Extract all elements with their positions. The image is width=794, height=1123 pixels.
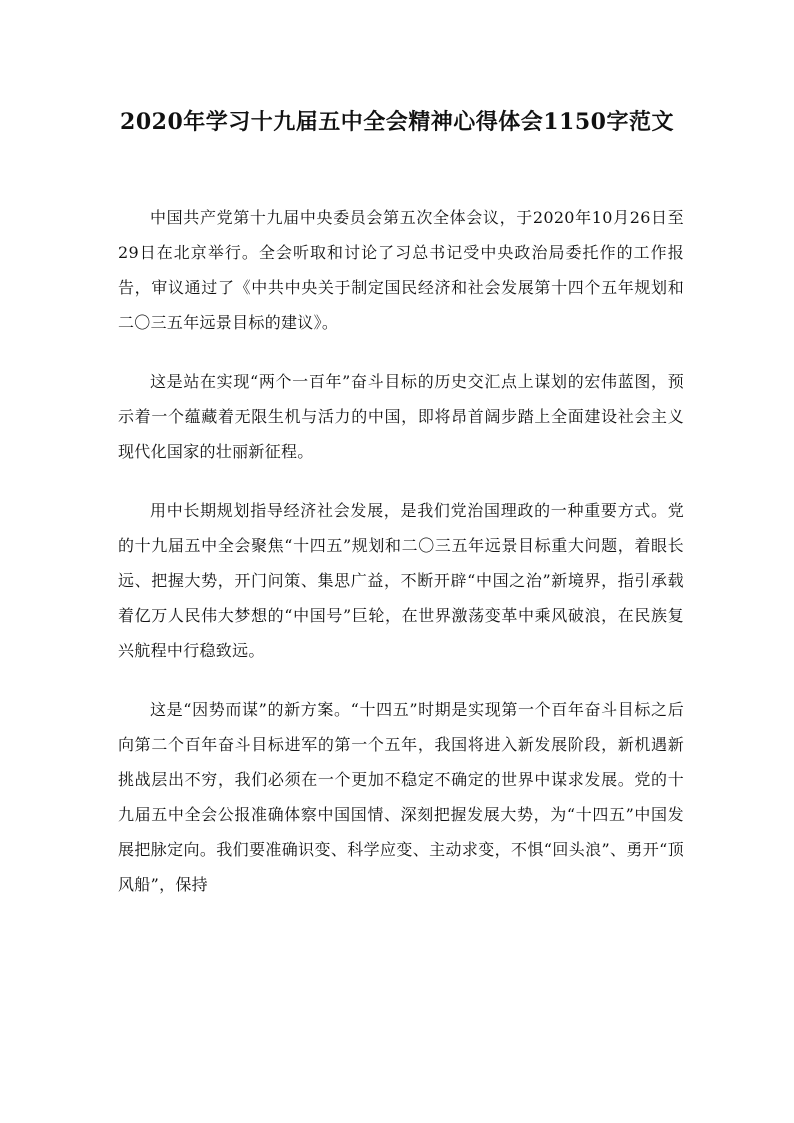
paragraph-2: 这是站在实现“两个一百年”奋斗目标的历史交汇点上谋划的宏伟蓝图，预示着一个蕴藏着无限生机与活力的中国，即将昂首阔步踏上全面建设社会主义现代化国家的壮丽新征程。 <box>118 372 684 461</box>
paragraph-4: 这是“因势而谋”的新方案。“十四五”时期是实现第一个百年奋斗目标之后向第二个百年奋斗目标进军的第一个五年，我国将进入新发展阶段，新机遇新挑战层出不穷，我们必须在一个更加不稳定不确定的世界中谋求发展。党的十九届五中全会公报准确体察中国国情、深刻把握发展大势，为“十四五”中国发展把脉定向。我们要准确识变、科学应变、主动求变，不惧“回头浪”、勇开“顶风船”，保持 <box>118 700 684 894</box>
document-body <box>118 200 684 926</box>
paragraph-3: 用中长期规划指导经济社会发展，是我们党治国理政的一种重要方式。党的十九届五中全会聚焦“十四五”规划和二〇三五年远景目标重大问题，着眼长远、把握大势，开门问策、集思广益，不断开辟“中国之治”新境界，指引承载着亿万人民伟大梦想的“中国号”巨轮，在世界激荡变革中乘风破浪，在民族复兴航程中行稳致远。 <box>118 501 684 660</box>
document-title: 2020年学习十九届五中全会精神心得体会1150字范文 <box>120 109 674 135</box>
paragraph-1: 中国共产党第十九届中央委员会第五次全体会议，于2020年10月26日至29日在北京举行。全会听取和讨论了习总书记受中央政治局委托作的工作报告，审议通过了《中共中央关于制定国民经济和社会发展第十四个五年规划和二〇三五年远景目标的建议》。 <box>118 208 684 332</box>
